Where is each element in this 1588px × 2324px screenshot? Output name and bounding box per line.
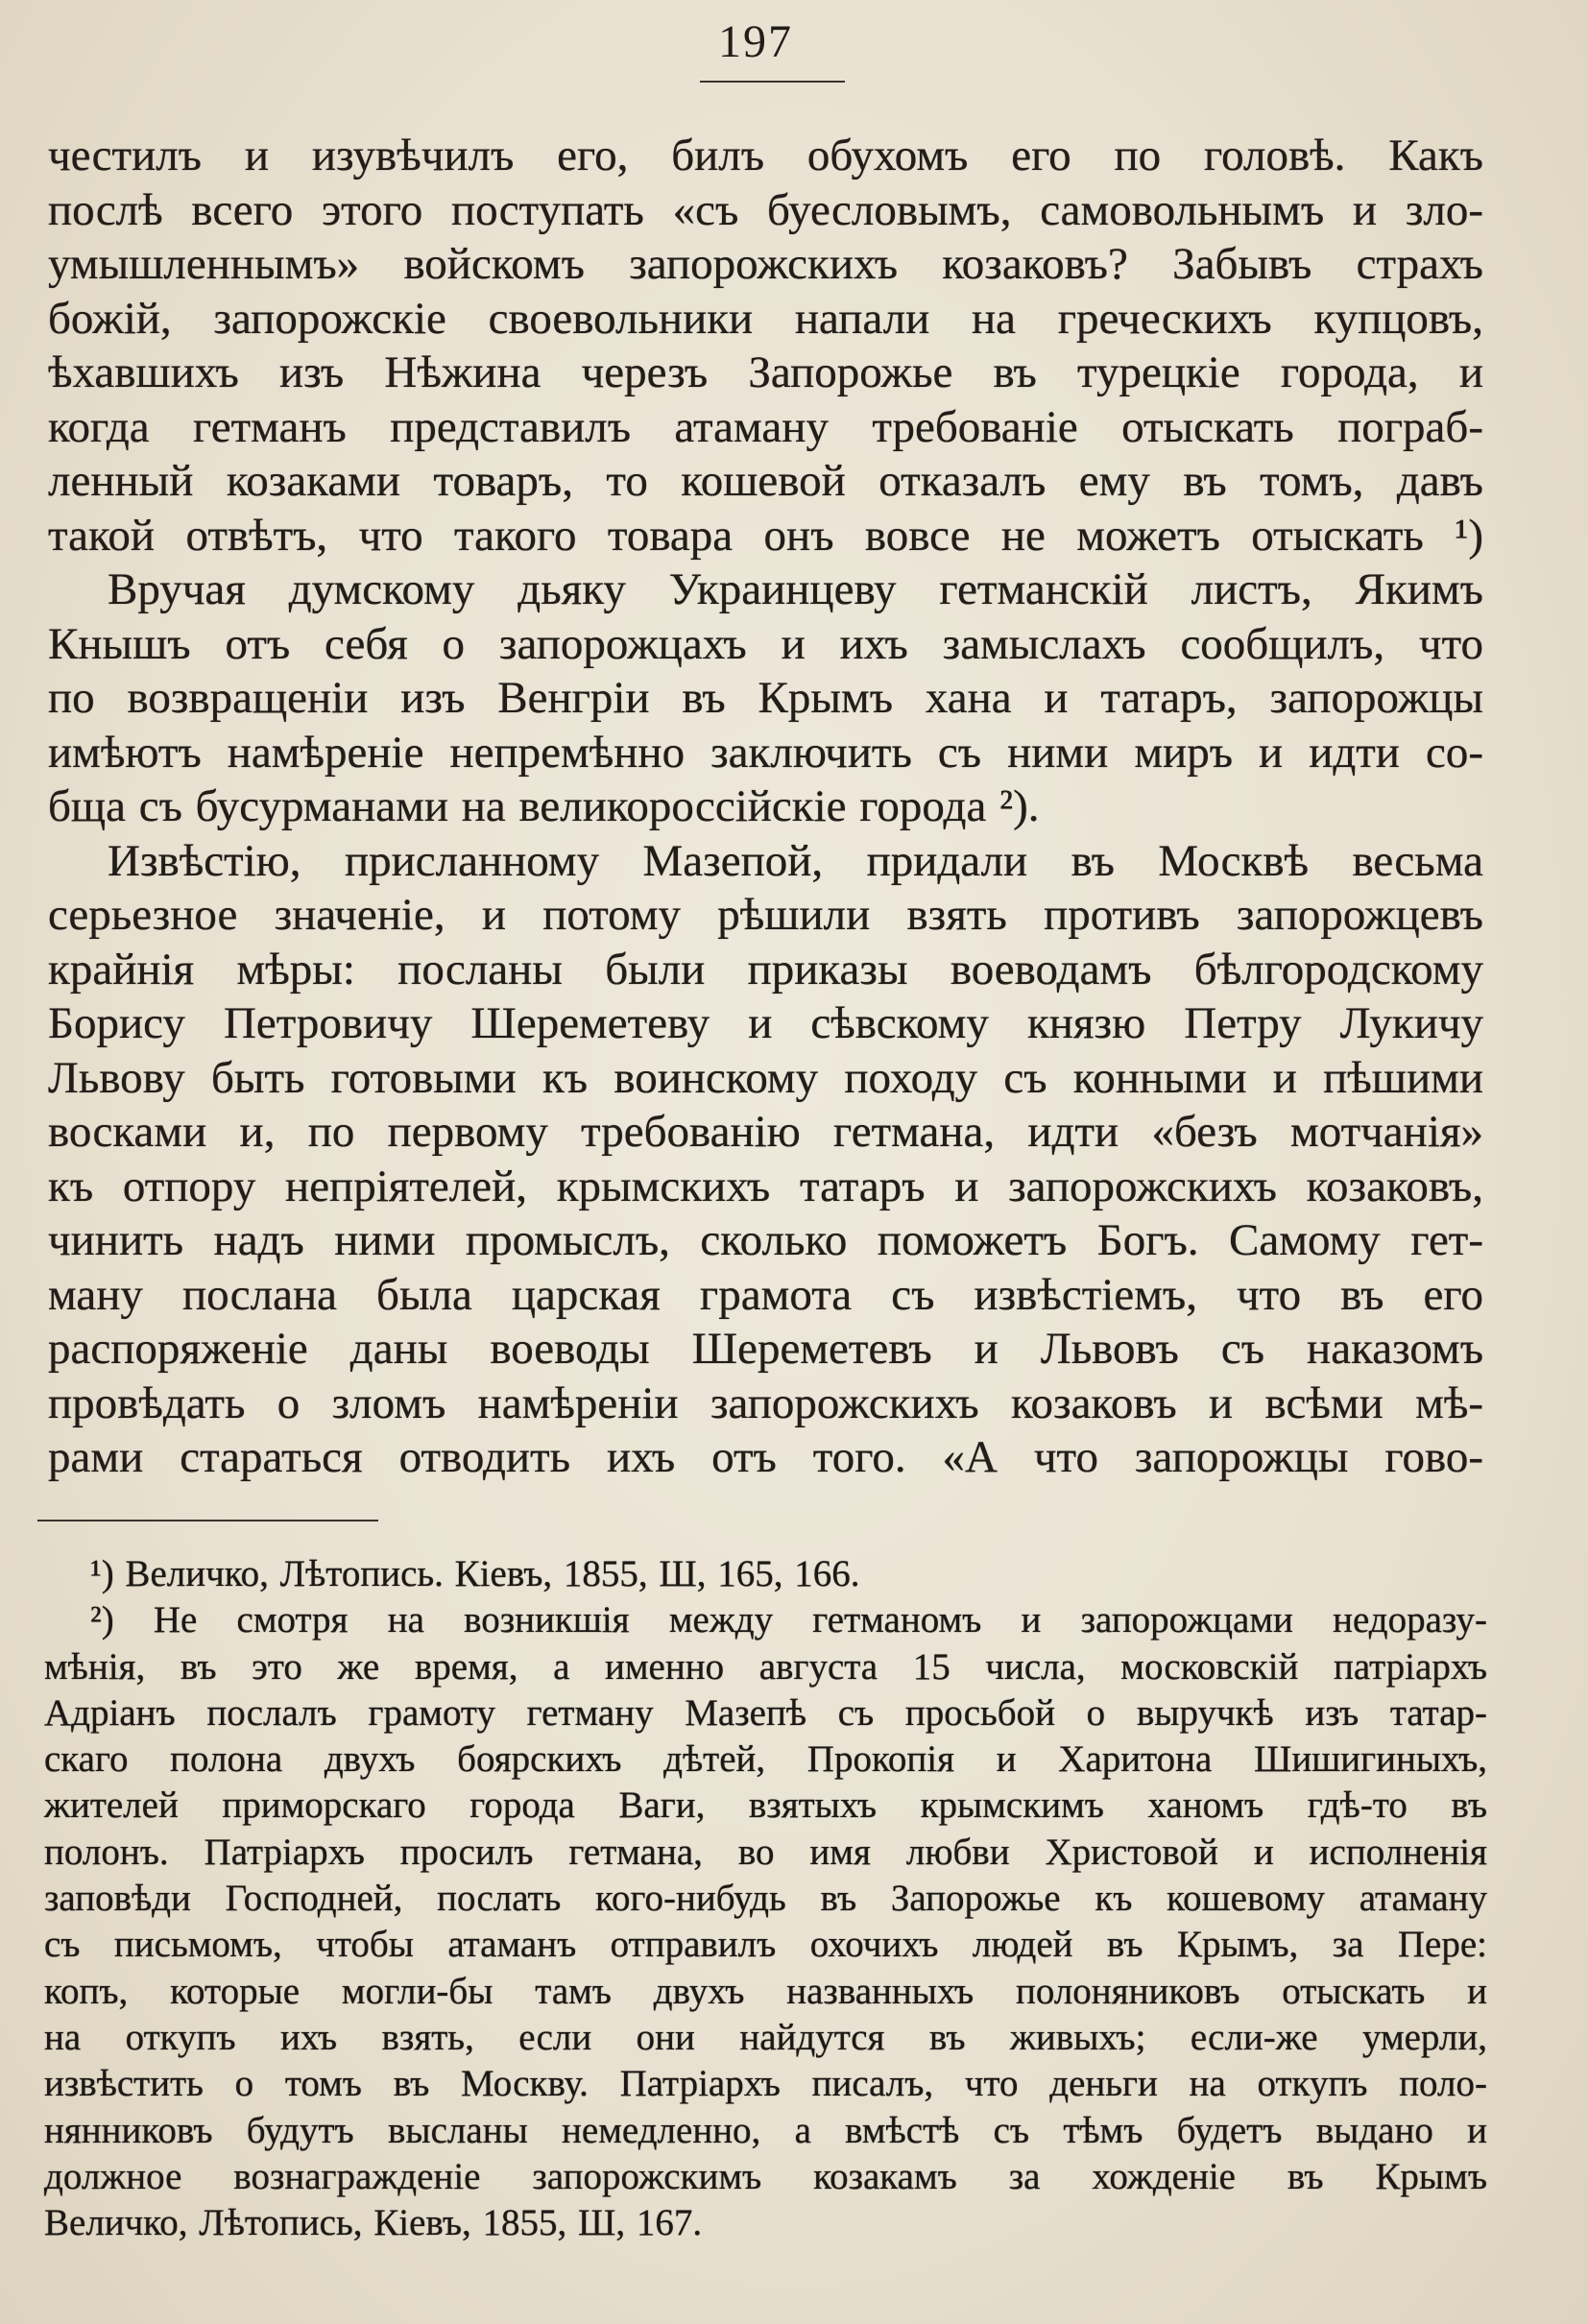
page-number-block: [0, 13, 1588, 71]
body-line: когда гетманъ представилъ атаману требованіе отыскать пограб-: [48, 401, 1483, 452]
body-line: распоряженіе даны воеводы Шереметевъ и Львовъ съ наказомъ: [48, 1324, 1483, 1374]
body-line: восками и, по первому требованію гетмана, идти «безъ мотчанія»: [48, 1107, 1483, 1157]
footnote-separator: [37, 1520, 378, 1521]
body-line: честилъ и изувѣчилъ его, билъ обухомъ его по головѣ. Какъ: [48, 131, 1483, 180]
footnote-line: полонъ. Патріархъ просилъ гетмана, во имя любви Христовой и исполненія: [44, 1831, 1487, 1873]
footnote-2: [44, 1597, 1487, 2246]
body-line: Борису Петровичу Шереметеву и сѣвскому князю Петру Лукичу: [48, 998, 1483, 1048]
body-line: ману послана была царская грамота съ извѣстіемъ, что въ его: [48, 1269, 1483, 1320]
footnote-line: должное вознагражденіе запорожскимъ козакамъ за хожденіе въ Крымъ: [44, 2155, 1487, 2197]
body-line: Извѣстію, присланному Мазепой, придали въ Москвѣ весьма: [108, 835, 1483, 886]
body-line: такой отвѣтъ, что такого товара онъ вовсе не можетъ отыскать ¹): [48, 510, 1483, 561]
header-rule: [700, 81, 845, 83]
body-line: чинить надъ ними промыслъ, сколько поможетъ Богъ. Самому гет-: [48, 1215, 1483, 1265]
body-line: умышленнымъ» войскомъ запорожскихъ козаковъ? Забывъ страхъ: [48, 239, 1483, 289]
footnote-line: копъ, которые могли-бы тамъ двухъ названныхъ полоняниковъ отыскать и: [44, 1970, 1487, 2012]
footnotes: [44, 1551, 1487, 2246]
footnote-line: Адріанъ послалъ грамоту гетману Мазепѣ съ просьбой о выручкѣ изъ татар-: [44, 1691, 1487, 1734]
footnote-line: скаго полона двухъ боярскихъ дѣтей, Прокопія и Харитона Шишигиныхъ,: [44, 1738, 1487, 1781]
footnote-line: мѣнія, въ это же время, а именно августа 15 числа, московскій патріархъ: [44, 1645, 1487, 1688]
paragraph-1: [48, 129, 1483, 563]
body-line: послѣ всего этого поступать «съ буесловымъ, самовольнымъ и зло-: [48, 184, 1483, 235]
footnote-line: нянниковъ будутъ высланы немедленно, а вмѣстѣ съ тѣмъ будетъ выдано и: [44, 2109, 1487, 2151]
body-line: рами стараться отводить ихъ отъ того. «А что запорожцы гово-: [48, 1432, 1483, 1482]
paragraph-3: [48, 834, 1483, 1485]
body-line: Вручая думскому дьяку Украинцеву гетманскій листъ, Якимъ: [108, 564, 1483, 614]
footnote-line: жителей приморскаго города Ваги, взятыхъ крымскимъ ханомъ гдѣ-то въ: [44, 1785, 1487, 1827]
footnote-line: ¹) Величко, Лѣтопись. Кіевъ, 1855, Ш, 165, 166.: [90, 1553, 860, 1594]
footnote-line: извѣстить о томъ въ Москву. Патріархъ писалъ, что деньги на откупъ поло-: [44, 2063, 1487, 2105]
body-line: серьезное значеніе, и потому рѣшили взять противъ запорожцевъ: [48, 890, 1483, 940]
paragraph-2: [48, 563, 1483, 834]
body-line: божій, запорожскіе своевольники напали на греческихъ купцовъ,: [48, 293, 1483, 344]
body-line: имѣютъ намѣреніе непремѣнно заключить съ ними миръ и идти со-: [48, 727, 1483, 778]
footnote-line: на откупъ ихъ взять, если они найдутся въ живыхъ; если-же умерли,: [44, 2016, 1487, 2058]
body-line: ленный козаками товаръ, то кошевой отказалъ ему въ томъ, давъ: [48, 456, 1483, 506]
footnote-line: ²) Не смотря на возникшія между гетманомъ и запорожцами недоразу-: [90, 1599, 1487, 1641]
body-text: [48, 129, 1483, 1485]
body-line: ѣхавшихъ изъ Нѣжина черезъ Запорожье въ турецкіе города, и: [48, 347, 1483, 397]
body-line: провѣдать о зломъ намѣреніи запорожскихъ козаковъ и всѣми мѣ-: [48, 1378, 1483, 1428]
body-line: къ отпору непріятелей, крымскихъ татаръ и запорожскихъ козаковъ,: [48, 1161, 1483, 1211]
body-line: крайнія мѣры: посланы были приказы воеводамъ бѣлгородскому: [48, 944, 1483, 994]
footnote-1: [44, 1551, 1487, 1597]
body-line: по возвращеніи изъ Венгріи въ Крымъ хана и татаръ, запорожцы: [48, 673, 1483, 723]
footnote-line: заповѣди Господней, послать кого-нибудь въ Запорожье къ кошевому атаману: [44, 1878, 1487, 1920]
page-number: 197: [718, 16, 793, 67]
footnote-line: Величко, Лѣтопись, Кіевъ, 1855, Ш, 167.: [44, 2202, 703, 2244]
body-line: Кнышъ отъ себя о запорожцахъ и ихъ замыслахъ сообщилъ, что: [48, 618, 1483, 669]
body-line: бща съ бусурманами на великороссійскіе города ²).: [48, 781, 1040, 831]
body-line: Львову быть готовыми къ воинскому походу съ конными и пѣшими: [48, 1052, 1483, 1103]
footnote-line: съ письмомъ, чтобы атаманъ отправилъ охочихъ людей въ Крымъ, за Пере:: [44, 1924, 1487, 1966]
